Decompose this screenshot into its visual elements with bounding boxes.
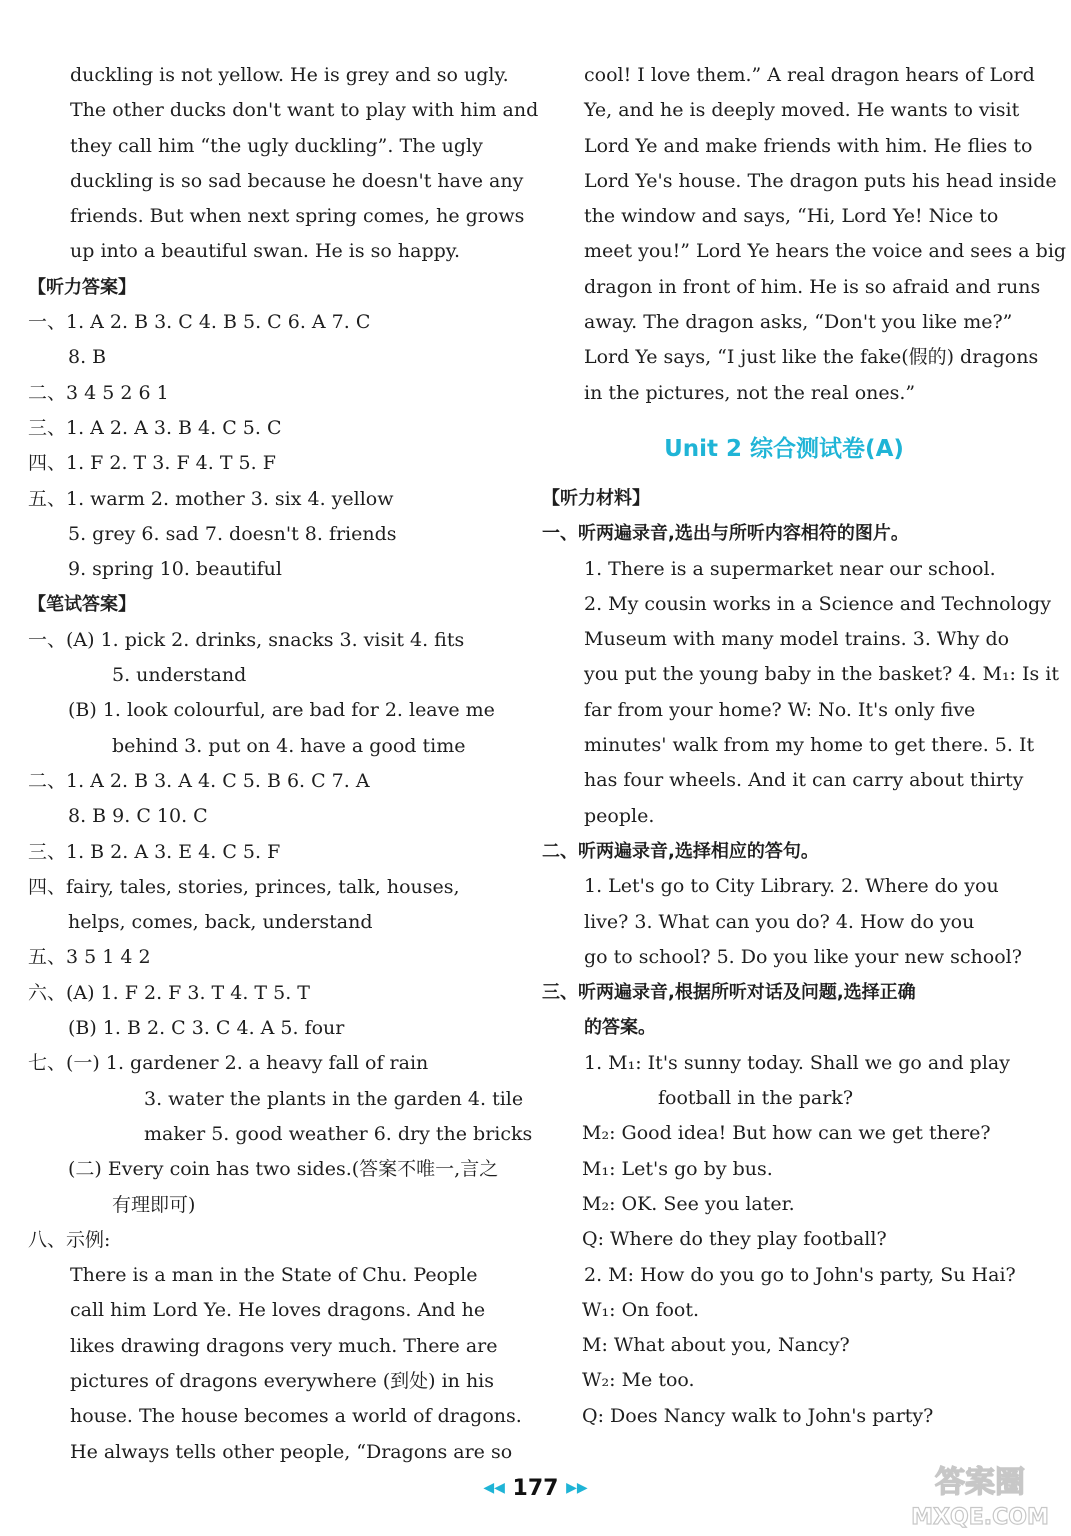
text-line: W₁: On foot. bbox=[582, 1298, 700, 1321]
text-line: 二、3 4 5 2 6 1 bbox=[28, 381, 169, 404]
text-line: 【笔试答案】 bbox=[28, 594, 136, 616]
text-line: 5. grey 6. sad 7. doesn't 8. friends bbox=[68, 522, 397, 545]
text-line: live? 3. What can you do? 4. How do you bbox=[584, 910, 975, 933]
text-line: pictures of dragons everywhere (到处) in his bbox=[70, 1369, 495, 1392]
text-line: 8. B bbox=[68, 346, 107, 369]
text-line: W₂: Me too. bbox=[582, 1369, 695, 1392]
text-line: 【听力材料】 bbox=[542, 487, 650, 509]
text-line: 三、1. A 2. A 3. B 4. C 5. C bbox=[28, 416, 282, 439]
right-column bbox=[542, 58, 1067, 1434]
text-line: 三、听两遍录音,根据所听对话及问题,选择正确 bbox=[542, 982, 916, 1004]
text-line: 1. M₁: It's sunny today. Shall we go and play bbox=[584, 1051, 1010, 1074]
text-line: you put the young baby in the basket? 4. M₁: Is it bbox=[584, 663, 1060, 686]
text-line: 9. spring 10. beautiful bbox=[68, 558, 282, 581]
text-line: M₁: Let's go by bus. bbox=[582, 1157, 773, 1180]
text-line: 二、1. A 2. B 3. A 4. C 5. B 6. C 7. A bbox=[28, 769, 370, 792]
text-line: people. bbox=[584, 804, 655, 827]
listening-material bbox=[542, 481, 1060, 1434]
text-line: in the pictures, not the real ones.” bbox=[584, 381, 916, 404]
text-line: 有理即可) bbox=[112, 1193, 196, 1216]
text-line: M: What about you, Nancy? bbox=[582, 1334, 850, 1357]
text-line: 五、3 5 1 4 2 bbox=[28, 946, 151, 969]
text-line: friends. But when next spring comes, he grows bbox=[70, 205, 525, 228]
text-line: helps, comes, back, understand bbox=[68, 911, 373, 934]
text-line: football in the park? bbox=[658, 1087, 854, 1110]
text-line: Lord Ye and make friends with him. He flies to bbox=[584, 134, 1033, 157]
text-line: Lord Ye's house. The dragon puts his head inside bbox=[584, 169, 1057, 192]
watermark-text: 答案圈 bbox=[935, 1465, 1025, 1500]
text-line: go to school? 5. Do you like your new school? bbox=[584, 945, 1022, 968]
text-line: dragon in front of him. He is so afraid and runs bbox=[584, 275, 1041, 298]
text-line: 四、1. F 2. T 3. F 4. T 5. F bbox=[28, 452, 276, 475]
text-line: away. The dragon asks, “Don't you like me?” bbox=[584, 311, 1013, 334]
text-line: Q: Does Nancy walk to John's party? bbox=[582, 1404, 934, 1427]
text-line: Q: Where do they play football? bbox=[582, 1228, 887, 1251]
page-number: 177 bbox=[512, 1476, 559, 1501]
text-line: 八、示例: bbox=[28, 1228, 111, 1251]
text-line: Lord Ye says, “I just like the fake(假的) dragons bbox=[584, 346, 1039, 369]
text-line: they call him “the ugly duckling”. The ugly bbox=[70, 134, 483, 157]
text-line: 2. M: How do you go to John's party, Su Hai? bbox=[584, 1263, 1016, 1286]
section-title: Unit 2 综合测试卷(A) bbox=[664, 435, 904, 462]
prev-arrow-icon: ◀◀ bbox=[483, 1480, 505, 1496]
text-line: M₂: Good idea! But how can we get there? bbox=[582, 1122, 991, 1145]
text-line: 五、1. warm 2. mother 3. six 4. yellow bbox=[28, 487, 394, 510]
text-line: duckling is so sad because he doesn't have any bbox=[70, 169, 524, 192]
text-line: likes drawing dragons very much. There are bbox=[70, 1334, 498, 1357]
text-line: Ye, and he is deeply moved. He wants to visit bbox=[584, 99, 1020, 122]
text-line: 的答案。 bbox=[584, 1017, 656, 1039]
text-line: (B) 1. look colourful, are bad for 2. leave me bbox=[68, 699, 495, 722]
left-column bbox=[28, 58, 539, 1470]
text-line: 1. There is a supermarket near our school. bbox=[584, 557, 996, 580]
text-line: far from your home? W: No. It's only five bbox=[584, 698, 976, 721]
text-line: 四、fairy, tales, stories, princes, talk, houses, bbox=[28, 875, 460, 898]
text-line: call him Lord Ye. He loves dragons. And he bbox=[70, 1299, 486, 1322]
text-line: 一、听两遍录音,选出与所听内容相符的图片。 bbox=[542, 523, 909, 545]
text-line: 5. understand bbox=[112, 664, 247, 687]
watermark-url: MXQE.COM bbox=[911, 1505, 1049, 1530]
text-line: cool! I love them.” A real dragon hears of Lord bbox=[584, 64, 1035, 86]
text-line: The other ducks don't want to play with him and bbox=[70, 99, 539, 122]
text-line: house. The house becomes a world of dragons. bbox=[70, 1405, 522, 1428]
text-line: He always tells other people, “Dragons are so bbox=[70, 1440, 513, 1463]
text-line: 一、1. A 2. B 3. C 4. B 5. C 6. A 7. C bbox=[28, 311, 371, 334]
text-line: 2. My cousin works in a Science and Technology bbox=[584, 592, 1051, 615]
text-line: minutes' walk from my home to get there. 5. It bbox=[584, 734, 1035, 757]
text-line: Museum with many model trains. 3. Why do bbox=[584, 628, 1010, 651]
next-arrow-icon: ▶▶ bbox=[566, 1480, 588, 1496]
text-line: has four wheels. And it can carry about thirty bbox=[584, 769, 1024, 792]
text-line: 三、1. B 2. A 3. E 4. C 5. F bbox=[28, 840, 281, 863]
text-line: up into a beautiful swan. He is so happy. bbox=[70, 240, 461, 263]
text-line: (B) 1. B 2. C 3. C 4. A 5. four bbox=[68, 1017, 345, 1040]
text-line: M₂: OK. See you later. bbox=[582, 1192, 795, 1215]
text-line: the window and says, “Hi, Lord Ye! Nice to bbox=[584, 205, 999, 228]
text-line: 【听力答案】 bbox=[28, 276, 136, 298]
text-line: (二) Every coin has two sides.(答案不唯一,言之 bbox=[68, 1158, 499, 1181]
text-line: meet you!” Lord Ye hears the voice and sees a big bbox=[584, 240, 1067, 263]
text-line: 二、听两遍录音,选择相应的答句。 bbox=[542, 840, 819, 862]
text-line: maker 5. good weather 6. dry the bricks bbox=[144, 1122, 533, 1145]
watermark-logo bbox=[895, 1456, 1065, 1532]
story-continuation bbox=[542, 58, 1067, 411]
text-line: 3. water the plants in the garden 4. tile bbox=[144, 1087, 524, 1110]
text-line: duckling is not yellow. He is grey and so ugly. bbox=[70, 64, 509, 86]
text-line: 1. Let's go to City Library. 2. Where do you bbox=[584, 875, 999, 898]
text-line: 8. B 9. C 10. C bbox=[68, 805, 208, 828]
text-line: 七、(一) 1. gardener 2. a heavy fall of rain bbox=[28, 1052, 429, 1075]
text-line: 六、(A) 1. F 2. F 3. T 4. T 5. T bbox=[28, 981, 310, 1004]
text-line: There is a man in the State of Chu. People bbox=[70, 1264, 478, 1287]
text-line: 一、(A) 1. pick 2. drinks, snacks 3. visit 4. fits bbox=[28, 628, 465, 651]
text-line: behind 3. put on 4. have a good time bbox=[112, 734, 466, 757]
